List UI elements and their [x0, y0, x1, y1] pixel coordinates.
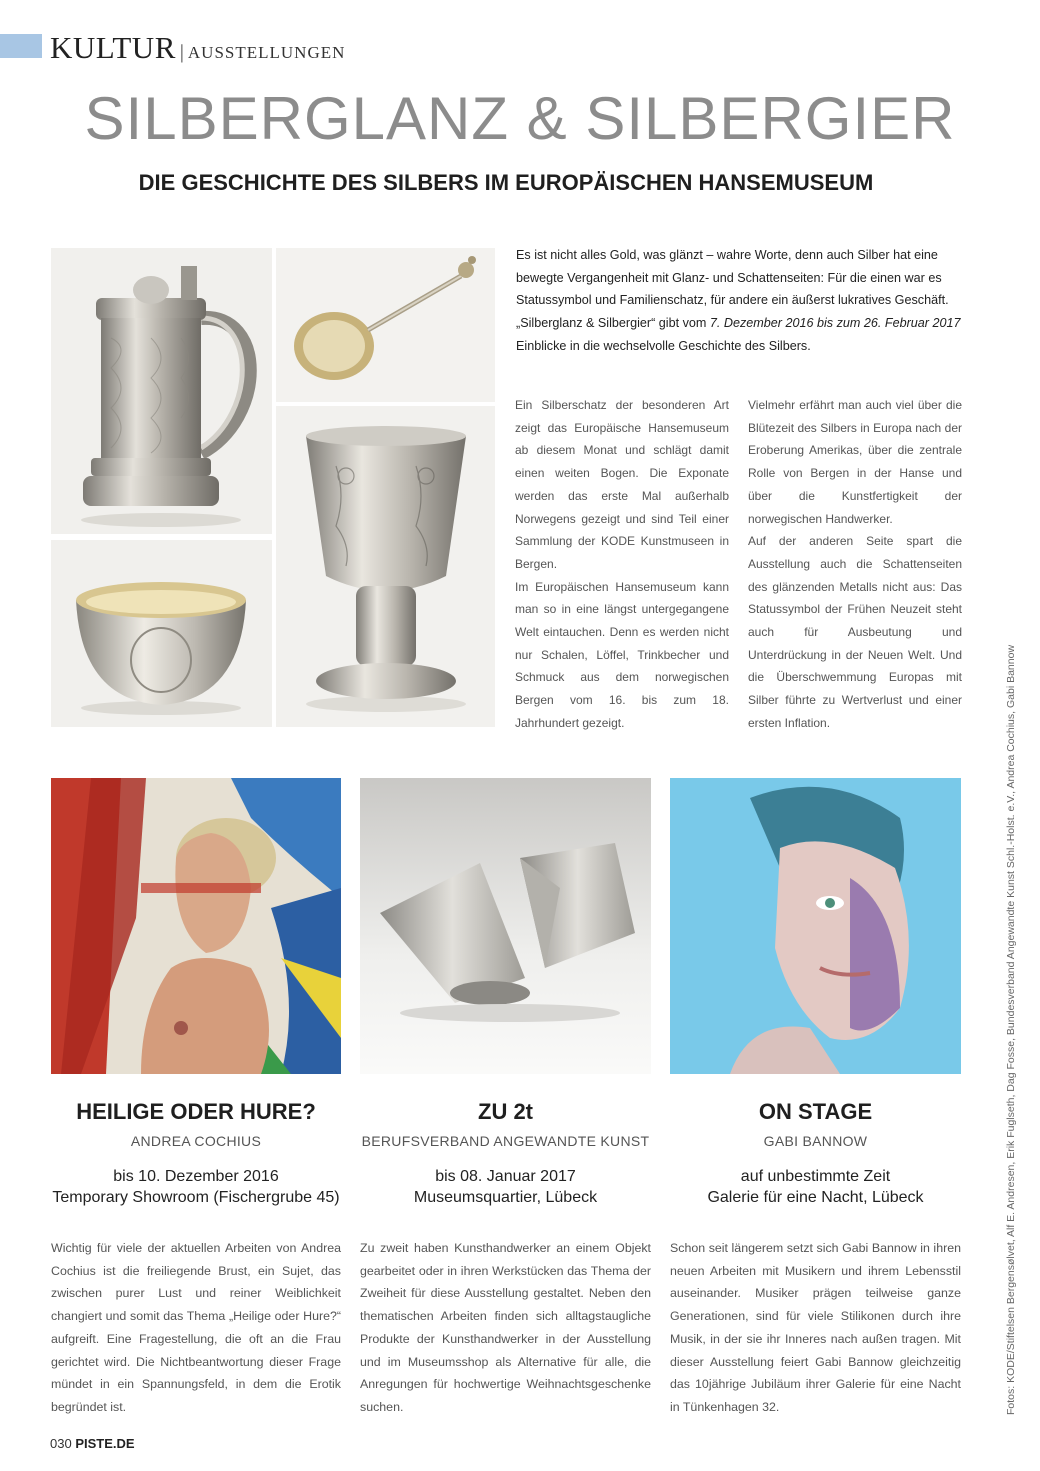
page-title: SILBERGLANZ & SILBERGIER [84, 85, 956, 152]
exhibition-date: bis 08. Januar 2017 [435, 1168, 576, 1185]
article-paragraph: Vielmehr erfährt man auch viel über die Blütezeit des Silbers in Europa nach der Eroberung Amerikas, über die zentrale Rolle von Bergen in der Hanse und über die Kunstfertigkeit der norwegischen Handwerker. [748, 398, 962, 526]
article-paragraph: Ein Silberschatz der besonderen Art zeigt das Europäische Hansemuseum ab diesem Monat und schlägt damit einen weiten Bogen. Die Exponate werden das erste Mal außerhalb Norwegens gezeigt und sind Teil einer Sammlung der KODE Kunstmuseen in Bergen. [515, 398, 729, 571]
exhibition-title: ZU 2t [478, 1099, 533, 1124]
exhibition-artist: ANDREA COCHIUS [130, 1133, 262, 1149]
exhibition-venue: Galerie für eine Nacht, Lübeck [707, 1189, 924, 1206]
exhibition-date: bis 10. Dezember 2016 [113, 1168, 279, 1185]
exhibition-description: Schon seit längerem setzt sich Gabi Bannow in ihren neuen Arbeiten mit Musikern und ihrem Lebensstil auseinander. Musiker prägen teilweise ganze Generationen, sind für viele Stilikonen durch ihre Musik, in der sie ihr Inneres nach außen tragen. Mit dieser Ausstellung feiert Gabi Bannow gleichzeitig das 10jährige Jubiläum ihrer Galerie für eine Nacht in Tünkenhagen 32. [670, 1241, 961, 1414]
exhibition-description: Wichtig für viele der aktuellen Arbeiten von Andrea Cochius ist die freiliegende Brust, ein Sujet, das zwischen purer Lust und reiner Weiblichkeit changiert und somit das Thema „Heilige oder Hure?“ aufgreift. Eine Fragestellung, die oft an die Frau gerichtet wird. Die Nichtbeantwortung dieser Frage mündet in ein Spannungsfeld, in dem die Erotik begründet ist. [51, 1241, 341, 1414]
subsection-name: AUSSTELLUNGEN [187, 43, 346, 62]
article-column-1 [515, 394, 729, 735]
article-paragraph: Im Europäischen Hansemuseum kann man so in eine längst untergegangene Welt eintauchen. Denn es werden nicht nur Schalen, Löffel, Trinkbecher und Schmuck aus dem norwegischen Bergen vom 16. bis zum 18. Jahrhundert gezeigt. [515, 579, 729, 730]
intro-text-end: Einblicke in die wechselvolle Geschichte des Silbers. [516, 338, 811, 353]
silver-tankard-photo [51, 248, 272, 534]
exhibition-artist: BERUFSVERBAND ANGEWANDTE KUNST [361, 1133, 650, 1149]
page-number: 030 [50, 1436, 72, 1451]
photo-credit: Fotos: KODE/Stiftelsen Bergensølvet, Alf E. Andresen, Erik Fuglseth, Dag Fosse, Bundesverband Angewandte Kunst Schl.-Holst. e.V., Andrea Cochius, Gabi Bannow [1005, 644, 1017, 1415]
intro-text: Es ist nicht alles Gold, was glänzt – wahre Worte, denn auch Silber hat eine bewegte Vergangenheit mit Glanz- und Schattenseiten: Für die einen war es Statussymbol und Familienschatz, für andere ein äußerst lukratives Geschäft. „Silberglanz & Silbergier“ gibt vom [516, 248, 949, 331]
silver-spoon-photo [276, 248, 495, 402]
site-brand: PISTE.DE [75, 1436, 135, 1451]
article-paragraph: Auf der anderen Seite spart die Ausstellung auch die Schattenseiten des glänzenden Metalls nicht aus: Das Statussymbol der Frühen Neuzeit steht auch für Ausbeutung und Unterdrückung in der Neuen Welt. Und die Überschwemmung Europas mit Silber führte zu Wertverlust und einer ersten Inflation. [748, 534, 962, 730]
exhibition-description: Zu zweit haben Kunsthandwerker an einem Objekt gearbeitet oder in ihren Werkstücken das Thema der Zweiheit für diese Ausstellung gestaltet. Neben den thematischen Arbeiten finden sich alltagstaugliche Produkte der Kunsthandwerker in der Ausstellung und im Museumsshop als Alternative für alle, die Anregungen für hochwertige Weihnachtsgeschenke suchen. [360, 1241, 651, 1414]
section-separator: | [179, 41, 184, 63]
exhibition-artist: GABI BANNOW [763, 1133, 868, 1149]
section-accent-bar [0, 34, 42, 58]
article-column-2 [748, 394, 962, 735]
exhibition-date: auf unbestimmte Zeit [740, 1168, 891, 1185]
exhibition-venue: Museumsquartier, Lübeck [413, 1189, 598, 1206]
heilige-oder-hure-painting [51, 778, 341, 1074]
exhibition-venue: Temporary Showroom (Fischergrube 45) [52, 1189, 340, 1206]
exhibition-title: ON STAGE [758, 1099, 873, 1124]
exhibition-title: HEILIGE ODER HURE? [76, 1099, 316, 1124]
intro-dates: 7. Dezember 2016 bis zum 26. Februar 2017 [709, 316, 961, 331]
intro-paragraph [516, 244, 964, 358]
on-stage-portrait-painting [670, 778, 961, 1074]
section-label [50, 30, 345, 66]
silver-goblet-photo [276, 406, 495, 727]
page-footer [50, 1436, 135, 1451]
page-subtitle: DIE GESCHICHTE DES SILBERS IM EUROPÄISCHEN HANSEMUSEUM [138, 170, 874, 195]
zu-2t-silver-objects-photo [360, 778, 651, 1074]
section-name: KULTUR [50, 30, 176, 65]
silver-bowl-photo [51, 540, 272, 727]
